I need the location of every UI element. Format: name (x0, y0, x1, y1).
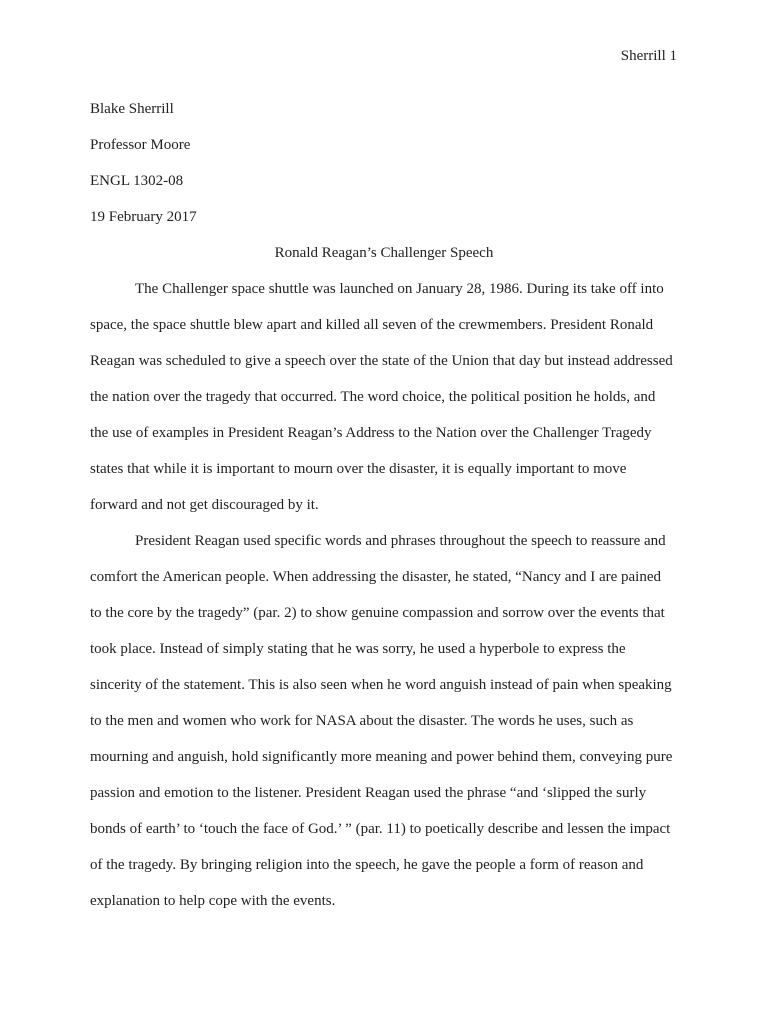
paragraph-line: took place. Instead of simply stating that he was sorry, he used a hyperbole to express the (90, 641, 626, 657)
paragraph-line: passion and emotion to the listener. President Reagan used the phrase “and ‘slipped the surly (90, 785, 647, 801)
paragraph-2 (90, 523, 678, 919)
paragraph-line: comfort the American people. When addressing the disaster, he stated, “Nancy and I are pained (90, 569, 661, 585)
author-name: Blake Sherrill (90, 101, 174, 117)
paragraph-line: President Reagan used specific words and phrases throughout the speech to reassure and (135, 533, 666, 549)
course-code: ENGL 1302-08 (90, 173, 184, 189)
paragraph-line: forward and not get discouraged by it. (90, 497, 319, 513)
document-body (90, 91, 678, 919)
paragraph-line: to the men and women who work for NASA about the disaster. The words he uses, such as (90, 713, 634, 729)
professor-name: Professor Moore (90, 137, 191, 153)
paragraph-line: the use of examples in President Reagan’s Address to the Nation over the Challenger Tragedy (90, 425, 652, 441)
paragraph-line: the nation over the tragedy that occurred. The word choice, the political position he holds, and (90, 389, 656, 405)
paragraph-line: sincerity of the statement. This is also seen when he word anguish instead of pain when speaking (90, 677, 672, 693)
paragraph-line: states that while it is important to mourn over the disaster, it is equally important to move (90, 461, 627, 477)
paragraph-line: The Challenger space shuttle was launched on January 28, 1986. During its take off into (135, 281, 664, 297)
paragraph-line: mourning and anguish, hold significantly more meaning and power behind them, conveying pure (90, 749, 673, 765)
paragraph-line: to the core by the tragedy” (par. 2) to show genuine compassion and sorrow over the events that (90, 605, 665, 621)
document-date: 19 February 2017 (90, 209, 197, 225)
paragraph-1 (90, 271, 678, 523)
paragraph-line: of the tragedy. By bringing religion into the speech, he gave the people a form of reason and (90, 857, 644, 873)
essay-title: Ronald Reagan’s Challenger Speech (274, 245, 494, 261)
paragraph-line: bonds of earth’ to ‘touch the face of God.’ ” (par. 11) to poetically describe and lessen the impact (90, 821, 671, 837)
paragraph-line: Reagan was scheduled to give a speech over the state of the Union that day but instead addressed (90, 353, 673, 369)
paragraph-line: explanation to help cope with the events. (90, 893, 336, 909)
running-head: Sherrill 1 (620, 48, 677, 64)
paragraph-line: space, the space shuttle blew apart and killed all seven of the crewmembers. President Ronald (90, 317, 654, 333)
